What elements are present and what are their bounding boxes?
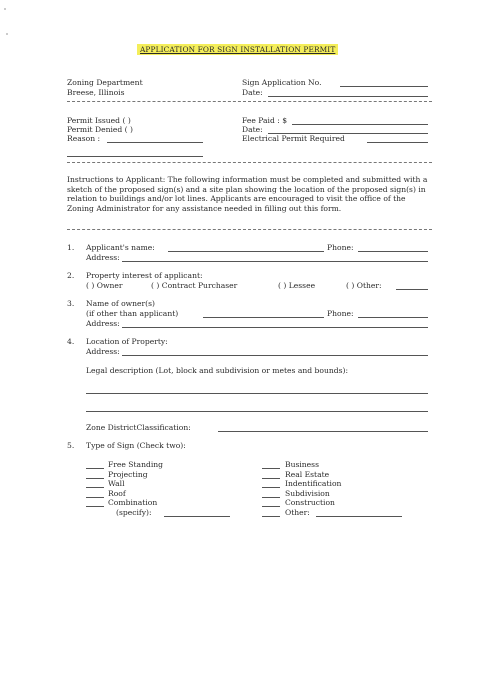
wall-checkbox[interactable] [86, 487, 104, 488]
projecting-label: Projecting [108, 470, 148, 479]
specify-field[interactable] [164, 516, 230, 517]
form-title: APPLICATION FOR SIGN INSTALLATION PERMIT [137, 44, 338, 55]
question-number: 2. [67, 271, 75, 280]
applicant-address-field[interactable] [122, 261, 428, 262]
owner-address-field[interactable] [122, 327, 428, 328]
permit-issued-checkbox[interactable]: Permit Issued ( ) [67, 116, 131, 125]
electrical-permit-label: Electrical Permit Required [242, 134, 345, 143]
wall-label: Wall [108, 479, 125, 488]
subdivision-label: Subdivision [285, 489, 330, 498]
contract-purchaser-checkbox[interactable]: ( ) Contract Purchaser [151, 281, 238, 290]
question-number: 1. [67, 243, 75, 252]
owner-name-label: Name of owner(s) [86, 299, 155, 308]
legal-description-field-2[interactable] [86, 411, 428, 412]
free-standing-checkbox[interactable] [86, 468, 104, 469]
question-number: 5. [67, 441, 75, 450]
sign-application-number-field[interactable] [340, 86, 428, 87]
roof-label: Roof [108, 489, 126, 498]
construction-label: Construction [285, 498, 335, 507]
question-number: 4. [67, 337, 75, 346]
scan-speck [4, 8, 6, 10]
sign-type-label: Type of Sign (Check two): [86, 441, 186, 450]
department-label: Zoning Department [67, 78, 143, 87]
sign-application-number-label: Sign Application No. [242, 78, 322, 87]
city-label: Breese, Illinois [67, 88, 125, 97]
real-estate-checkbox[interactable] [262, 478, 280, 479]
zone-classification-field[interactable] [218, 431, 428, 432]
header-date-label: Date: [242, 88, 263, 97]
owner-checkbox[interactable]: ( ) Owner [86, 281, 123, 290]
projecting-checkbox[interactable] [86, 478, 104, 479]
owner-name-sublabel: (if other than applicant) [86, 309, 179, 318]
reason-label: Reason : [67, 134, 101, 143]
subdivision-checkbox[interactable] [262, 497, 280, 498]
property-location-label: Location of Property: [86, 337, 168, 346]
combination-checkbox[interactable] [86, 506, 104, 507]
fee-paid-label: Fee Paid : $ [242, 116, 288, 125]
reason-field[interactable] [107, 142, 203, 143]
identification-label: Indentification [285, 479, 342, 488]
property-address-label: Address: [86, 347, 120, 356]
other-sign-label: Other: [285, 508, 310, 517]
reason-field-line-2[interactable] [67, 156, 203, 157]
question-number: 3. [67, 299, 75, 308]
divider [67, 162, 432, 163]
applicant-name-field[interactable] [168, 251, 324, 252]
business-checkbox[interactable] [262, 468, 280, 469]
applicant-name-label: Applicant's name: [86, 243, 155, 252]
header-date-field[interactable] [268, 96, 428, 97]
construction-checkbox[interactable] [262, 506, 280, 507]
real-estate-label: Real Estate [285, 470, 330, 479]
roof-checkbox[interactable] [86, 497, 104, 498]
identification-checkbox[interactable] [262, 487, 280, 488]
legal-description-label: Legal description (Lot, block and subdivision or metes and bounds): [86, 366, 349, 375]
fee-paid-field[interactable] [292, 124, 428, 125]
other-interest-field[interactable] [396, 289, 428, 290]
divider [67, 101, 432, 102]
instructions-text: Instructions to Applicant: The following information must be completed and submitted with a sketch of the proposed sign(s) and a site plan showing the location of the proposed sign(s) in relation to buildings and/or lot lines. Applicants are encouraged to visit the office of the Zoning Administrator for any assistance needed in filling out this form. [67, 175, 428, 213]
owner-address-label: Address: [86, 319, 120, 328]
status-date-label: Date: [242, 125, 263, 134]
business-label: Business [285, 460, 319, 469]
property-address-field[interactable] [122, 355, 428, 356]
permit-denied-checkbox[interactable]: Permit Denied ( ) [67, 125, 133, 134]
applicant-address-label: Address: [86, 253, 120, 262]
lessee-checkbox[interactable]: ( ) Lessee [278, 281, 316, 290]
divider [67, 229, 432, 230]
property-interest-label: Property interest of applicant: [86, 271, 203, 280]
free-standing-label: Free Standing [108, 460, 164, 469]
specify-label: (specify): [116, 508, 152, 517]
zone-classification-label: Zone DistrictClassification: [86, 423, 191, 432]
owner-name-field[interactable] [203, 317, 324, 318]
scan-speck [6, 33, 8, 35]
other-interest-checkbox[interactable]: ( ) Other: [346, 281, 382, 290]
applicant-phone-label: Phone: [327, 243, 354, 252]
other-sign-checkbox[interactable] [262, 516, 280, 517]
legal-description-field-1[interactable] [86, 393, 428, 394]
owner-phone-label: Phone: [327, 309, 354, 318]
owner-phone-field[interactable] [358, 317, 428, 318]
combination-label: Combination [108, 498, 158, 507]
electrical-permit-field[interactable] [367, 142, 428, 143]
other-sign-field[interactable] [316, 516, 402, 517]
applicant-phone-field[interactable] [358, 251, 428, 252]
